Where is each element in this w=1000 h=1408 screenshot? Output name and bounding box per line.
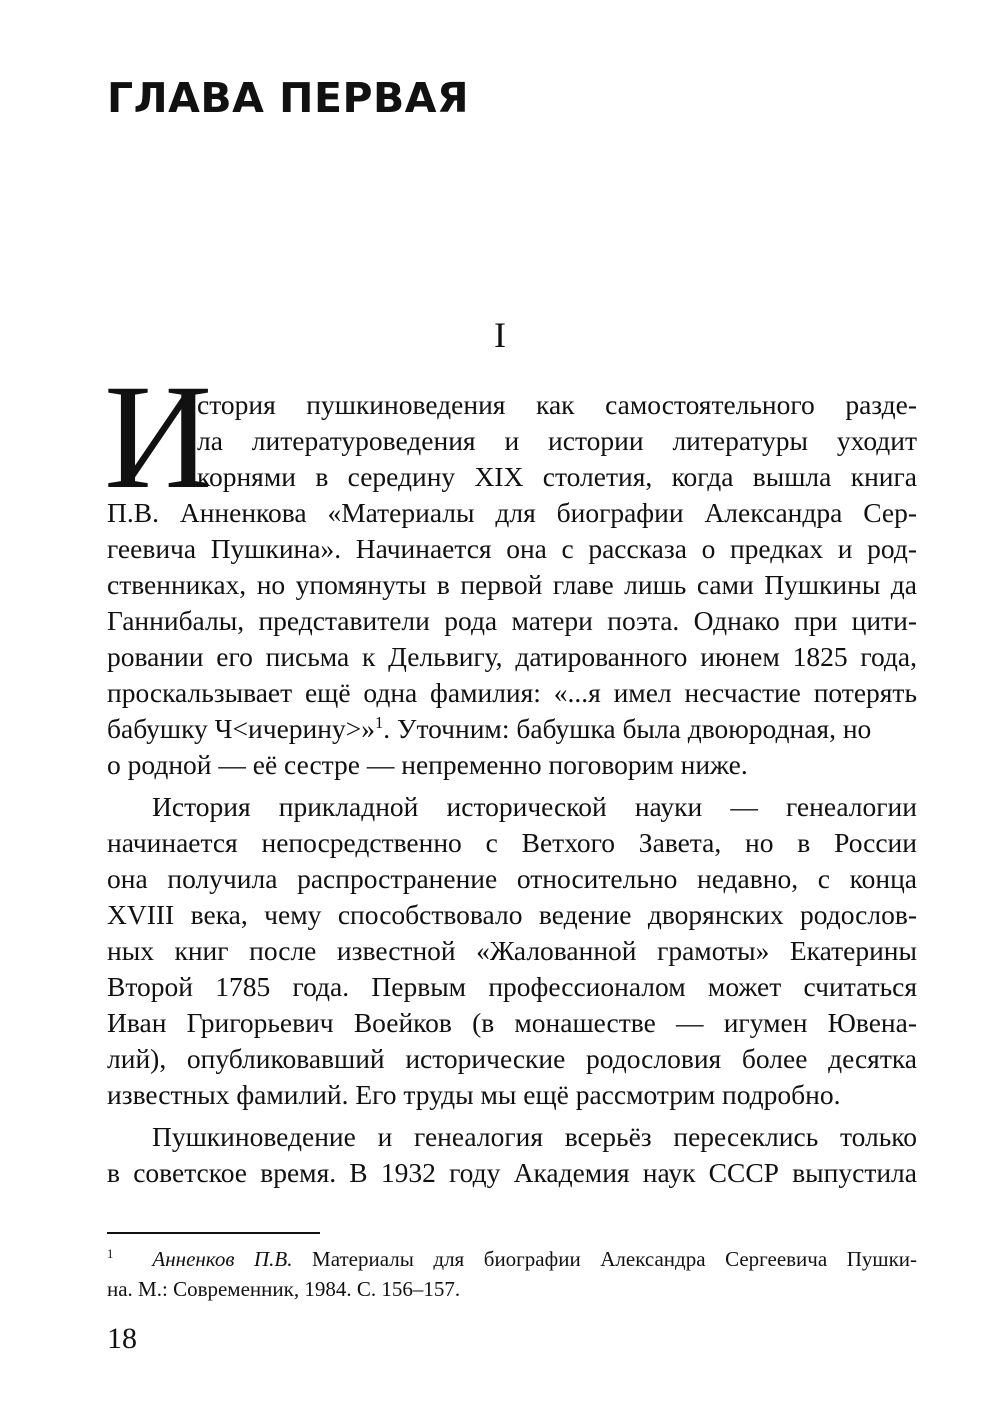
body-line: П.В. Анненкова «Материалы для биографии Александра Сер-	[107, 497, 917, 528]
drop-cap: И	[104, 354, 213, 520]
body-line: начинается непосредственно с Ветхого Завета, но в России	[107, 827, 917, 858]
body-line: известных фамилий. Его труды мы ещё рассмотрим подробно.	[107, 1079, 841, 1110]
body-line: Второй 1785 года. Первым профессионалом может считаться	[107, 971, 917, 1002]
body-line: геевича Пушкина». Начинается она с рассказа о предках и род-	[107, 533, 917, 564]
body-line: в советское время. В 1932 году Академия наук СССР выпустила	[107, 1157, 917, 1188]
footnote-text: Материалы для биографии Александра Сергеевича Пушки-	[292, 1247, 918, 1271]
body-line	[107, 711, 917, 747]
body-line: История прикладной исторической науки — генеалогии	[152, 791, 917, 822]
body-line: Ганнибалы, представители рода матери поэта. Однако при цити-	[107, 605, 917, 636]
quote-text: бабушку Ч<ичерину>»	[107, 713, 375, 744]
body-line: проскальзывает ещё одна фамилия: «...я имел несчастие потерять	[107, 677, 917, 708]
line-continuation: . Уточним: бабушка была двоюродная, но	[383, 713, 872, 744]
footnote	[107, 1244, 917, 1274]
body-line: Пушкиноведение и генеалогия всерьёз пересеклись только	[152, 1121, 917, 1152]
body-line: она получила распространение относительно недавно, с конца	[107, 863, 917, 894]
page-number: 18	[107, 1322, 137, 1355]
chapter-title: ГЛАВА ПЕРВАЯ	[107, 74, 470, 122]
footnote-author: Анненков П.В.	[152, 1247, 293, 1271]
footnote-marker: 1	[107, 1247, 114, 1261]
footnote-reference[interactable]: 1	[375, 712, 384, 732]
body-line: ственниках, но упомянуты в первой главе лишь сами Пушкины да	[107, 569, 917, 600]
body-line: лий), опубликовавший исторические родословия более десятка	[107, 1043, 917, 1074]
section-numeral: I	[494, 315, 506, 355]
footnote-divider	[107, 1232, 320, 1234]
body-line: ных книг после известной «Жалованной грамоты» Екатерины	[107, 935, 917, 966]
body-line: о родной — её сестре — непременно поговорим ниже.	[107, 749, 748, 780]
body-line: корнями в середину XIX столетия, когда вышла книга	[197, 461, 917, 492]
body-line: ла литературоведения и истории литературы уходит	[197, 425, 917, 456]
body-line: ровании его письма к Дельвигу, датированного июнем 1825 года,	[107, 641, 917, 672]
footnote-continuation: на. М.: Современник, 1984. С. 156–157.	[107, 1277, 461, 1301]
body-line: Иван Григорьевич Воейков (в монашестве — игумен Ювена-	[107, 1007, 917, 1038]
body-line: стория пушкиноведения как самостоятельного разде-	[197, 389, 917, 420]
body-line: XVIII века, чему способствовало ведение дворянских родослов-	[107, 899, 917, 930]
